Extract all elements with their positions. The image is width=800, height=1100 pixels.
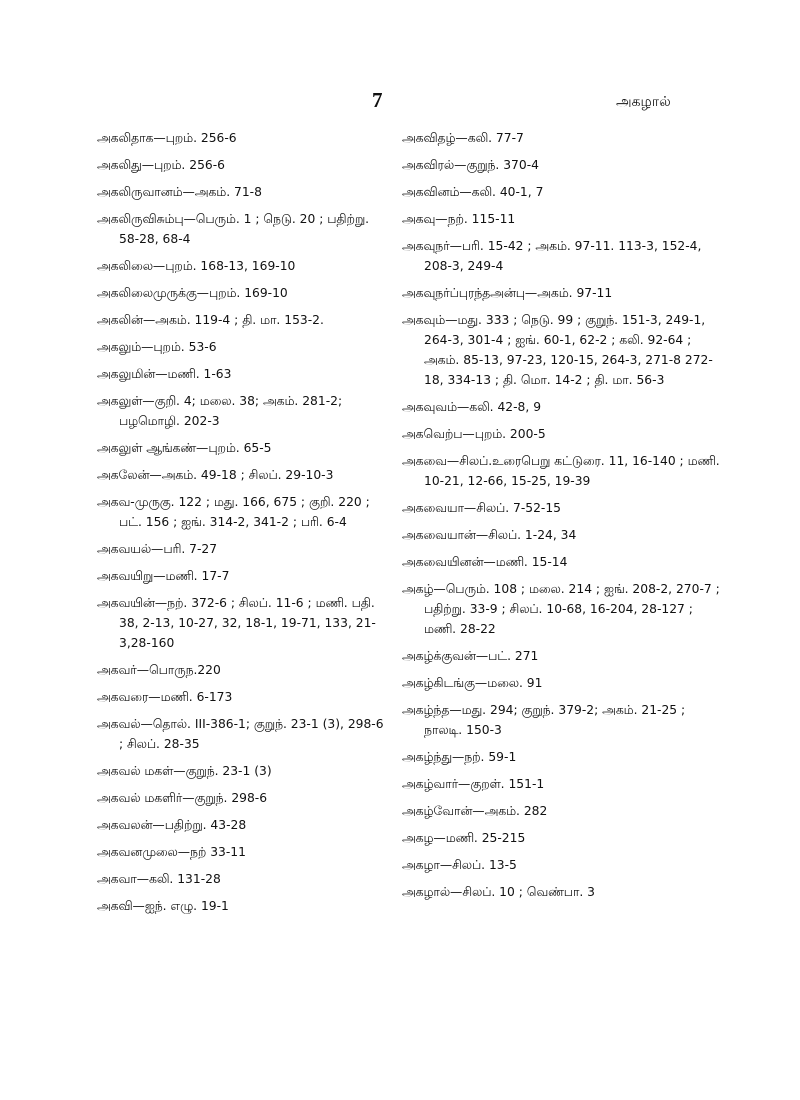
index-entry: அகழ்வார்—குறள். 151-1 xyxy=(402,777,545,791)
index-entry: அகழ்—பெரும். 108 ; மலை. 214 ; ஐங். 208-2, 270-7 ; பதிற்று. 33-9 ; சிலப். 10-68, 16-204, 28-127 ; மணி. 28-22 xyxy=(402,582,720,636)
index-entry: அகவனமுலை—நற் 33-11 xyxy=(97,845,246,859)
index-entry: அகழா—சிலப். 13-5 xyxy=(402,858,517,872)
index-entry: அகவையா—சிலப். 7-52-15 xyxy=(402,501,562,515)
index-entry: அகவுநர்—பரி. 15-42 ; அகம். 97-11. 113-3, 152-4, 208-3, 249-4 xyxy=(402,239,702,273)
running-head: அகழால் xyxy=(616,94,671,110)
left-column xyxy=(97,128,387,923)
page-number: 7 xyxy=(372,88,383,112)
index-entry: அகவல்—தொல். III-386-1; குறுந். 23-1 (3), 298-6 ; சிலப். 28-35 xyxy=(97,717,384,751)
index-entry: அகவயிறு—மணி. 17-7 xyxy=(97,569,230,583)
index-entry: அகலிருவானம்—அகம். 71-8 xyxy=(97,185,262,199)
index-entry: அகழ்ந்து—நற். 59-1 xyxy=(402,750,517,764)
index-entry: அகவயின்—நற். 372-6 ; சிலப். 11-6 ; மணி. பதி. 38, 2-13, 10-27, 32, 18-1, 19-71, 133, 21-3,28-160 xyxy=(97,596,376,650)
index-entry: அகலின்—அகம். 119-4 ; தி. மா. 153-2. xyxy=(97,313,324,327)
right-column xyxy=(402,128,727,909)
index-entry: அகவல் மகளிர்—குறுந். 298-6 xyxy=(97,791,268,805)
index-entry: அகவலன்—பதிற்று. 43-28 xyxy=(97,818,247,832)
index-entry: அகவு—நற். 115-11 xyxy=(402,212,516,226)
index-entry: அகவை—சிலப்.உரைபெறு கட்டுரை. 11, 16-140 ; மணி. 10-21, 12-66, 15-25, 19-39 xyxy=(402,454,720,488)
index-entry: அகலிலை—புறம். 168-13, 169-10 xyxy=(97,259,296,273)
index-entry: அகலுள் ஆங்கண்—புறம். 65-5 xyxy=(97,441,272,455)
index-entry: அகவிரல்—குறுந். 370-4 xyxy=(402,158,539,172)
index-entry: அகவர்—பொருந.220 xyxy=(97,663,221,677)
index-entry: அகவெற்ப—புறம். 200-5 xyxy=(402,427,546,441)
index-entry: அகவையினன்—மணி. 15-14 xyxy=(402,555,568,569)
index-entry: அகழ்வோன்—அகம். 282 xyxy=(402,804,548,818)
index-entry: அகவல் மகள்—குறுந். 23-1 (3) xyxy=(97,764,272,778)
index-entry: அகவி—ஐந். எழு. 19-1 xyxy=(97,899,229,913)
index-entry: அகவுவம்—கலி. 42-8, 9 xyxy=(402,400,542,414)
index-entry: அகலிதாக—புறம். 256-6 xyxy=(97,131,237,145)
index-entry: அகலிருவிசும்பு—பெரும். 1 ; நெடு. 20 ; பதிற்று. 58-28, 68-4 xyxy=(97,212,370,246)
index-entry: அகவிதழ்—கலி. 77-7 xyxy=(402,131,524,145)
index-entry: அகவுநர்ப்புரந்தஅன்பு—அகம். 97-11 xyxy=(402,286,613,300)
index-entry: அகவா—கலி. 131-28 xyxy=(97,872,221,886)
index-entry: அகவ-முருகு. 122 ; மது. 166, 675 ; குறி. 220 ; பட். 156 ; ஐங். 314-2, 341-2 ; பரி. 6-4 xyxy=(97,495,370,529)
index-entry: அகழ்க்குவன்—பட். 271 xyxy=(402,649,539,663)
index-entry: அகலிலைமுருக்கு—புறம். 169-10 xyxy=(97,286,288,300)
index-entry: அகலிது—புறம். 256-6 xyxy=(97,158,225,172)
index-entry: அகலும்—புறம். 53-6 xyxy=(97,340,217,354)
index-entry: அகலுள்—குறி. 4; மலை. 38; அகம். 281-2; பழமொழி. 202-3 xyxy=(97,394,343,428)
index-entry: அகழால்—சிலப். 10 ; வெண்பா. 3 xyxy=(402,885,595,899)
index-entry: அகலேன்—அகம். 49-18 ; சிலப். 29-10-3 xyxy=(97,468,334,482)
index-entry: அகழ—மணி. 25-215 xyxy=(402,831,526,845)
index-entry: அகழ்ந்த—மது. 294; குறுந். 379-2; அகம். 21-25 ; நாலடி. 150-3 xyxy=(402,703,686,737)
index-entry: அகவரை—மணி. 6-173 xyxy=(97,690,233,704)
index-entry: அகலுமின்—மணி. 1-63 xyxy=(97,367,232,381)
index-entry: அகவையான்—சிலப். 1-24, 34 xyxy=(402,528,577,542)
index-entry: அகவும்—மது. 333 ; நெடு. 99 ; குறுந். 151-3, 249-1, 264-3, 301-4 ; ஐங். 60-1, 62-2 ; கலி. 92-64 ; அகம். 85-13, 97-23, 120-15, 264-3, 271-8 272-18, 334-13 ; தி. மொ. 14-2 ; தி. மா. 56-3 xyxy=(402,313,713,387)
index-entry: அகழ்கிடங்கு—மலை. 91 xyxy=(402,676,543,690)
index-entry: அகவயல்—பரி. 7-27 xyxy=(97,542,218,556)
index-entry: அகவினம்—கலி. 40-1, 7 xyxy=(402,185,544,199)
